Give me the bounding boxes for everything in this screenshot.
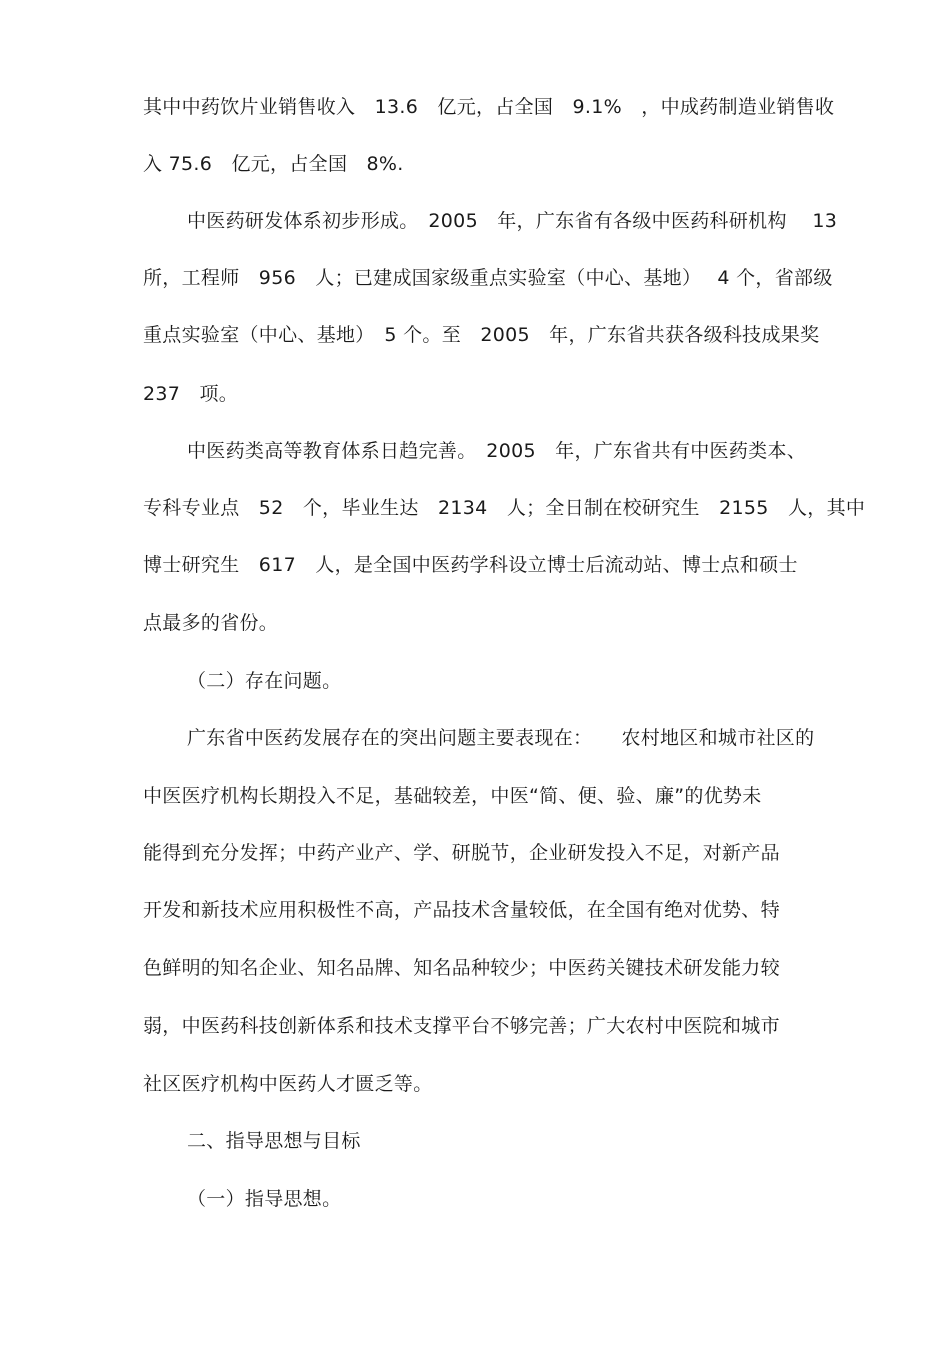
text-line: 所，工程师 956 人；已建成国家级重点实验室（中心、基地） 4 个，省部级 [143,267,833,289]
text-line: 点最多的省份。 [143,612,279,634]
text-line: 开发和新技术应用积极性不高，产品技术含量较低，在全国有绝对优势、特 [143,899,780,921]
text-line: 中医药研发体系初步形成。 2005 年，广东省有各级中医药科研机构 13 [187,210,838,232]
section-heading: （一）指导思想。 [187,1188,342,1210]
text-line: 能得到充分发挥；中药产业产、学、研脱节，企业研发投入不足，对新产品 [143,842,780,864]
text-line: 中医医疗机构长期投入不足，基础较差，中医“简、便、验、廉”的优势未 [143,785,762,807]
text-line: 社区医疗机构中医药人才匮乏等。 [143,1073,433,1095]
text-line: 色鲜明的知名企业、知名品牌、知名品种较少；中医药关键技术研发能力较 [143,957,780,979]
text-line: 广东省中医药发展存在的突出问题主要表现在： 农村地区和城市社区的 [187,727,815,749]
text-line: 入 75.6 亿元，占全国 8%. [143,153,404,175]
text-line: 237 项。 [143,383,239,405]
text-line: 博士研究生 617 人，是全国中医药学科设立博士后流动站、博士点和硕士 [143,554,798,576]
section-heading: （二）存在问题。 [187,670,342,692]
text-line: 其中中药饮片业销售收入 13.6 亿元，占全国 9.1% ，中成药制造业销售收 [143,96,835,118]
text-line: 弱，中医药科技创新体系和技术支撑平台不够完善；广大农村中医院和城市 [143,1015,780,1037]
section-heading: 二、指导思想与目标 [187,1130,361,1152]
text-line: 专科专业点 52 个，毕业生达 2134 人；全日制在校研究生 2155 人，其中 [143,497,866,519]
text-line: 重点实验室（中心、基地） 5 个。至 2005 年，广东省共获各级科技成果奖 [143,324,820,346]
text-line: 中医药类高等教育体系日趋完善。 2005 年，广东省共有中医药类本、 [187,440,807,462]
